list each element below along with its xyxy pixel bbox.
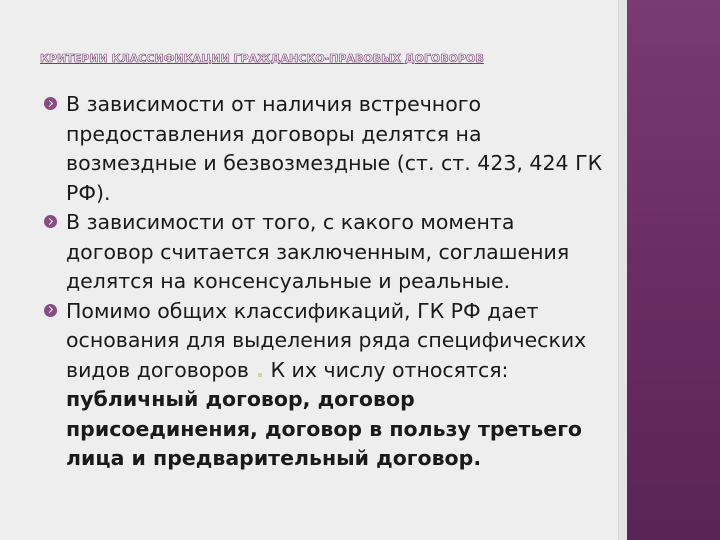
slide-title: КРИТЕРИИ КЛАССИФИКАЦИИ ГРАЖДАНСКО-ПРАВОВЫХ ДОГОВОРОВ <box>40 52 484 65</box>
bullet-bold-text: публичный договор, договор присоединения, договор в пользу третьего лица и предварительный договор. <box>66 387 582 470</box>
bullet-check-icon <box>44 304 57 317</box>
bullet-text: В зависимости от того, с какого момента договор считается заключенным, соглашения делятся на консенсуальные и реальные. <box>66 210 570 293</box>
bullet-text-continued: К их числу относятся: <box>263 357 509 382</box>
bullet-check-icon <box>44 215 57 228</box>
side-accent-bar <box>627 0 720 540</box>
bullet-text: В зависимости от наличия встречного предоставления договоры делятся на возмездные и безвозмездные (ст. ст. 423, 424 ГК РФ). <box>66 92 603 205</box>
bullet-text: Помимо общих классификаций, ГК РФ дает основания для выделения ряда специфических видов договоров <box>66 298 587 382</box>
list-item <box>42 208 608 297</box>
list-item <box>42 90 608 208</box>
bullet-list <box>42 90 608 474</box>
list-item <box>42 297 608 474</box>
bullet-dot: . <box>249 357 264 382</box>
side-divider <box>618 0 627 540</box>
bullet-check-icon <box>44 97 57 110</box>
